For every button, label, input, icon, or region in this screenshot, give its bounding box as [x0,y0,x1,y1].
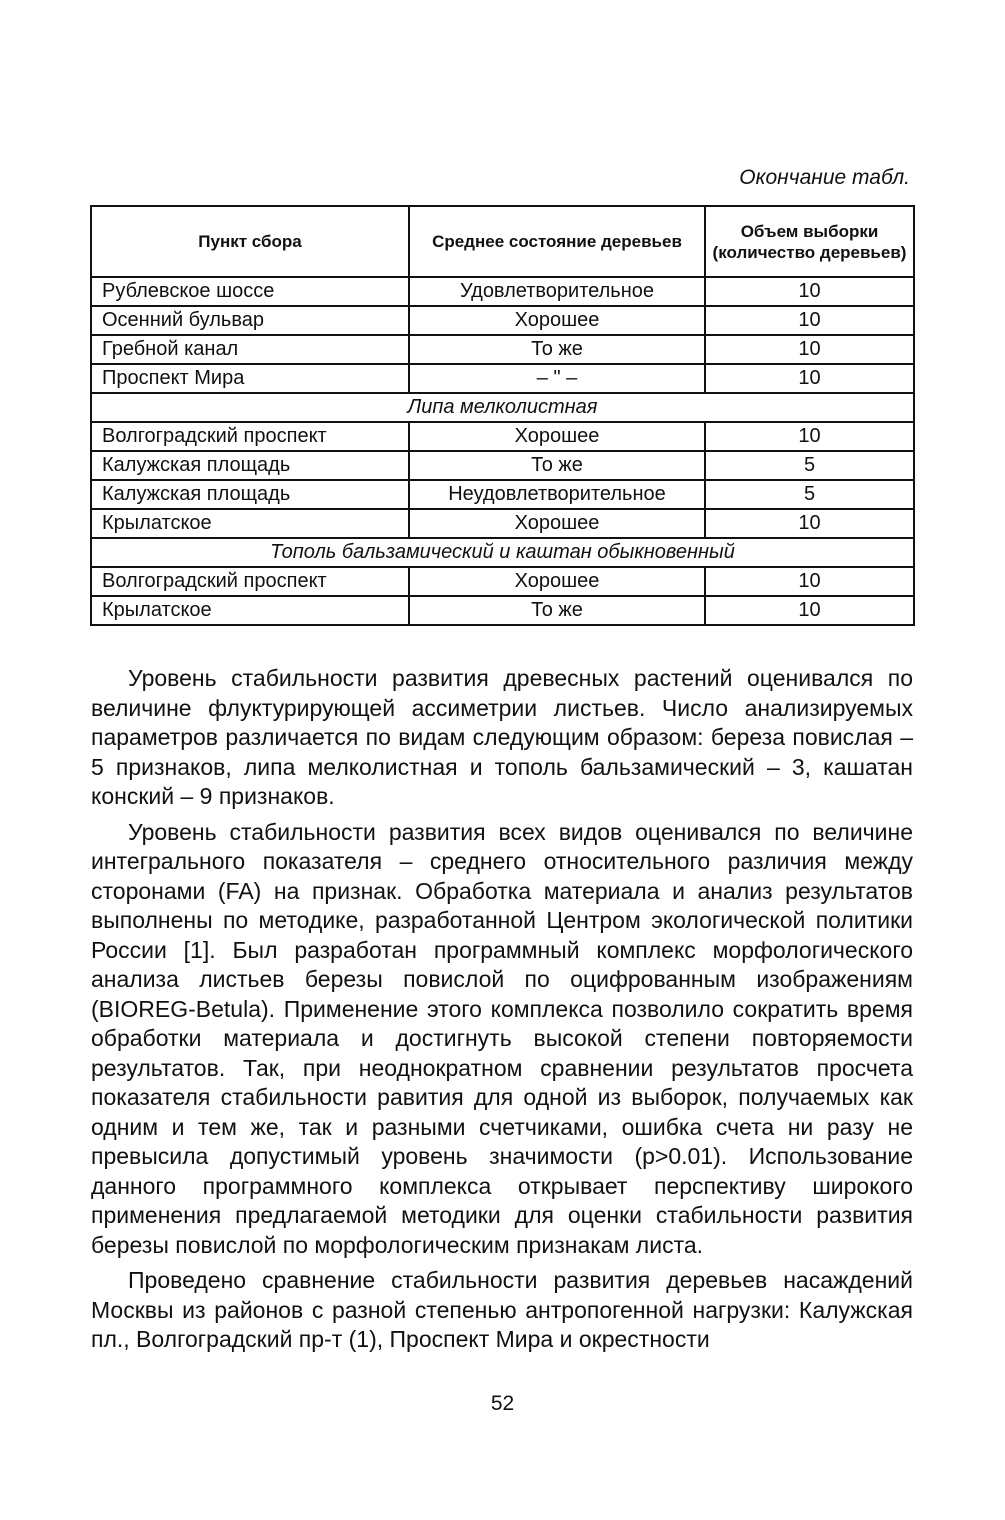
cell-condition: То же [409,596,705,625]
table-caption: Окончание табл. [739,166,910,189]
table-group-row [91,393,914,422]
group-label-poplar-chestnut: Тополь бальзамический и каштан обыкновенный [91,538,914,567]
table-group-row [91,538,914,567]
cell-sample-size: 10 [705,596,914,625]
cell-condition: Хорошее [409,567,705,596]
cell-sample-size: 5 [705,480,914,509]
paragraph: Уровень стабильности развития всех видов оценивался по величине интегрального показателя – среднего относительного различия между сторонами (FA) на признак. Обработка материала и анализ результатов выполнены по методике, разработанной Центром экологической политики России [1]. Был разработан программный комплекс морфологического анализа листьев березы повислой по оцифрованным изображениям (BIOREG-Betula). Применение этого комплекса позволило сократить время обработки материала и достигнуть высокой степени повторяемости результатов. Так, при неоднократном сравнении результатов просчета показателя стабильности равития для одной из выборок, получаемых как одним и тем же, так и разными счетчиками, ошибка счета ни разу не превысила допустимый уровень значимости (p>0.01). Использование данного программного комплекса открывает перспективу широкого применения предлагаемой методики для оценки стабильности развития березы повислой по морфологическим признакам листа. [91,818,913,1258]
data-table [90,205,915,626]
table-row [91,596,914,625]
body-text [91,664,913,1361]
cell-condition: Хорошее [409,422,705,451]
cell-sample-size: 10 [705,509,914,538]
table-row [91,306,914,335]
header-tree-condition: Среднее состояние деревьев [409,206,705,277]
cell-location: Гребной канал [91,335,409,364]
cell-location: Рублевское шоссе [91,277,409,306]
cell-condition: Хорошее [409,509,705,538]
table-row [91,422,914,451]
table-header-row [91,206,914,277]
cell-sample-size: 10 [705,422,914,451]
cell-condition: Хорошее [409,306,705,335]
cell-location: Калужская площадь [91,480,409,509]
cell-sample-size: 10 [705,567,914,596]
cell-sample-size: 10 [705,335,914,364]
group-label-linden: Липа мелколистная [91,393,914,422]
table-row [91,567,914,596]
header-collection-point: Пункт сбора [91,206,409,277]
table-row [91,277,914,306]
table-row [91,364,914,393]
cell-sample-size: 5 [705,451,914,480]
table-row [91,335,914,364]
cell-location: Осенний бульвар [91,306,409,335]
cell-condition: Удовлетворительное [409,277,705,306]
cell-location: Волгоградский проспект [91,422,409,451]
cell-condition: Неудовлетворительное [409,480,705,509]
cell-location: Проспект Мира [91,364,409,393]
cell-sample-size: 10 [705,277,914,306]
table-row [91,480,914,509]
cell-location: Крылатское [91,509,409,538]
table-row [91,451,914,480]
cell-location: Крылатское [91,596,409,625]
paragraph: Проведено сравнение стабильности развития деревьев насаждений Москвы из районов с разной степенью антропогенной нагрузки: Калужская пл., Волгоградский пр-т (1), Проспект Мира и окрестности [91,1267,913,1352]
cell-condition: То же [409,335,705,364]
cell-condition: – " – [409,364,705,393]
table-row [91,509,914,538]
cell-sample-size: 10 [705,306,914,335]
cell-location: Калужская площадь [91,451,409,480]
header-sample-size: Объем выборки (количество деревьев) [705,206,914,277]
cell-sample-size: 10 [705,364,914,393]
paragraph: Уровень стабильности развития древесных растений оценивался по величине флуктурирующей ассиметрии листьев. Число анализируемых параметров различается по видам следующим образом: береза повислая – 5 признаков, липа мелколистная и тополь бальзамический – 3, кашатан конский – 9 признаков. [91,665,913,809]
cell-location: Волгоградский проспект [91,567,409,596]
page-number: 52 [490,1392,515,1415]
cell-condition: То же [409,451,705,480]
